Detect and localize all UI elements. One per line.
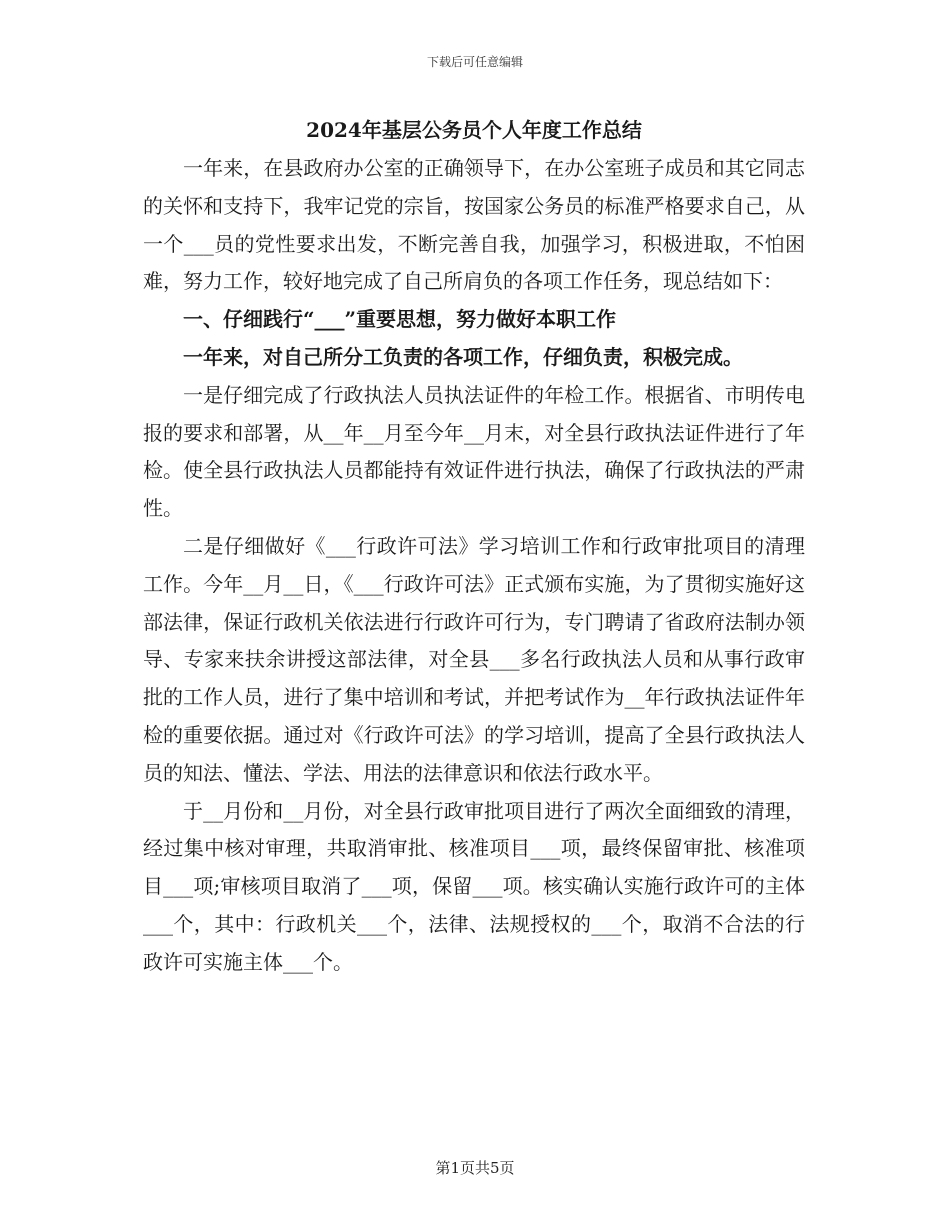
body-paragraph-3: 于__月份和__月份，对全县行政审批项目进行了两次全面细致的清理，经过集中核对审理，共取消审批、核准项目___项，最终保留审批、核准项目___项;审核项目取消了___项，保留___项。核实确认实施行政许可的主体___个，其中：行政机关___个，法律、法规授权的___个，取消不合法的行政许可实施主体___个。 — [143, 798, 805, 974]
body-paragraph-1: 一是仔细完成了行政执法人员执法证件的年检工作。根据省、市明传电报的要求和部署，从__年__月至今年__月末，对全县行政执法证件进行了年检。使全县行政执法人员都能持有效证件进行执法，确保了行政执法的严肃性。 — [143, 382, 805, 521]
document-body — [143, 110, 805, 982]
intro-paragraph: 一年来，在县政府办公室的正确领导下，在办公室班子成员和其它同志的关怀和支持下，我牢记党的宗旨，按国家公务员的标准严格要求自己，从一个___员的党性要求出发，不断完善自我，加强学习，积极进取，不怕困难，努力工作，较好地完成了自己所肩负的各项工作任务，现总结如下： — [143, 156, 805, 294]
body-paragraph-2: 二是仔细做好《___行政许可法》学习培训工作和行政审批项目的清理工作。今年__月__日，《___行政许可法》正式颁布实施，为了贯彻实施好这部法律，保证行政机关依法进行行政许可行为，专门聘请了省政府法制办领导、专家来扶余讲授这部法律，对全县___多名行政执法人员和从事行政审批的工作人员，进行了集中培训和考试，并把考试作为__年行政执法证件年检的重要依据。通过对《行政许可法》的学习培训，提高了全县行政执法人员的知法、懂法、学法、用法的法律意识和依法行政水平。 — [143, 533, 805, 785]
section-heading: 一、仔细践行“___”重要思想，努力做好本职工作 — [183, 307, 617, 332]
document-title: 2024年基层公务员个人年度工作总结 — [306, 118, 642, 142]
page-footer-number: 第1页共5页 — [435, 1159, 515, 1177]
page-header-note: 下载后可任意编辑 — [426, 55, 523, 69]
section-subheading: 一年来，对自己所分工负责的各项工作，仔细负责，积极完成。 — [183, 344, 743, 369]
